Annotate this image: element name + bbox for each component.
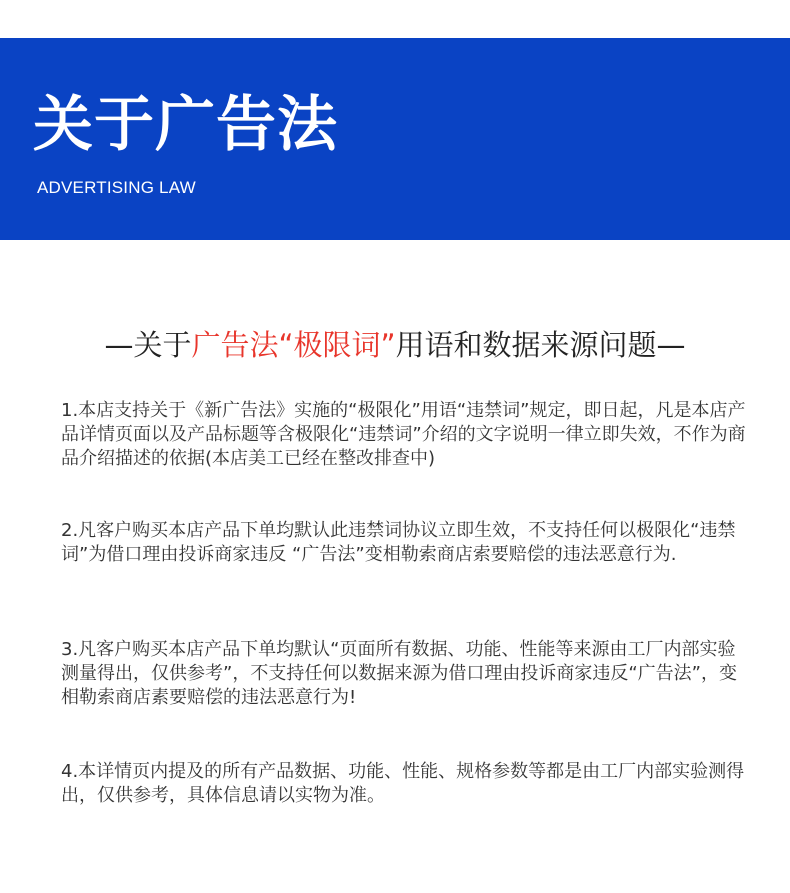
section-heading — [0, 325, 790, 365]
banner-title: 关于广告法 — [33, 90, 338, 160]
notice-paragraph-3: 3.凡客户购买本店产品下单均默认“页面所有数据、功能、性能等来源由工厂内部实验测量得出，仅供参考”，不支持任何以数据来源为借口理由投诉商家违反“广告法”，变相勒索商店素要赔偿的违法恶意行为! — [61, 639, 737, 708]
header-banner — [0, 38, 790, 240]
banner-subtitle: ADVERTISING LAW — [37, 178, 196, 197]
notice-paragraph-2: 2.凡客户购买本店产品下单均默认此违禁词协议立即生效，不支持任何以极限化“违禁词”为借口理由投诉商家违反 “广告法”变相勒索商店索要赔偿的违法恶意行为. — [61, 520, 736, 565]
heading-suffix: 用语和数据来源问题— — [395, 328, 686, 362]
heading-highlight: 广告法“极限词” — [191, 328, 396, 362]
notice-paragraph-4: 4.本详情页内提及的所有产品数据、功能、性能、规格参数等都是由工厂内部实验测得出，仅供参考，具体信息请以实物为准。 — [61, 761, 745, 806]
heading-prefix: —关于 — [104, 328, 192, 362]
notice-paragraph-1: 1.本店支持关于《新广告法》实施的“极限化”用语“违禁词”规定，即日起，凡是本店产品详情页面以及产品标题等含极限化“违禁词”介绍的文字说明一律立即失效，不作为商品介绍描述的依据(本店美工已经在整改排查中) — [61, 400, 746, 469]
